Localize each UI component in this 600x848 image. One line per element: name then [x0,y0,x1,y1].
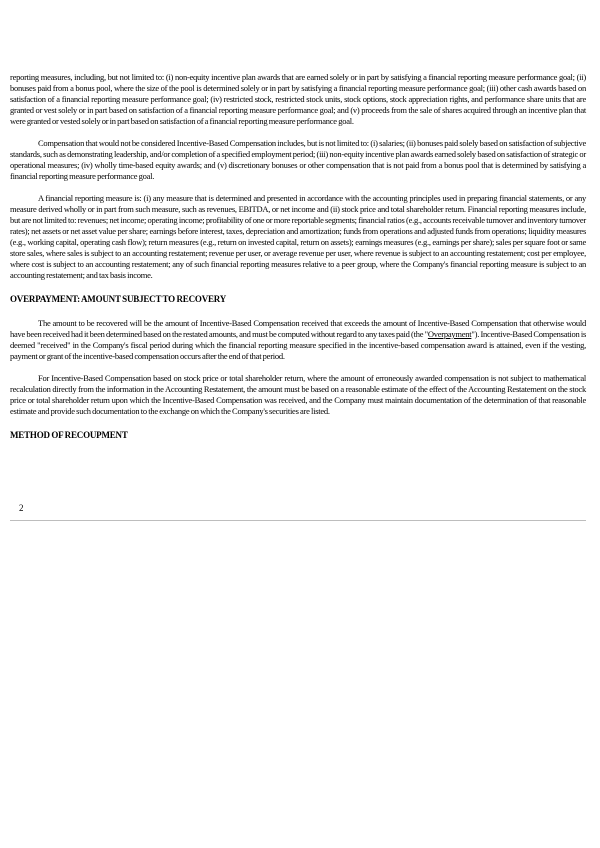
heading-recoupment: METHOD OF RECOUPMENT [10,430,128,440]
amount-recovered-text-end: "). Incentive-Based Compensation is deemed "received" in the Company's fiscal period during which the financial reporting measure specified in the incentive-based compensation award is attained, even if the vesting, payment or grant of the incentive-based compensation occurs after the end of that period. [10,329,587,361]
amount-recovered-text-start: The amount to be recovered will be the amount of Incentive-Based Compensation received that exceeds the amount of Incentive-Based Compensation that otherwise would have been received had it been determined based on the restated amounts, and must be computed without regard to any taxes paid (the " [10,318,586,339]
footer-divider [10,520,586,521]
paragraph-financial-reporting-measure: A financial reporting measure is: (i) any measure that is determined and presented in accordance with the accounting principles used in preparing financial statements, or any measure derived wholly or in part from such measure, such as revenues, EBITDA, or net income and (ii) stock price and total shareholder return. Financial reporting measures include, but are not limited to: revenues; net income; operating income; profitability of one or more reportable segments; financial ratios (e.g., accounts receivable turnover and inventory turnover rates); net assets or net asset value per share; earnings before interest, taxes, depreciation and amortization; funds from operations and adjusted funds from operations; liquidity measures (e.g., working capital, operating cash flow); return measures (e.g., return on invested capital, return on assets); earnings measures (e.g., earnings per share); sales per square foot or same store sales, where sales is subject to an accounting restatement; revenue per user, or average revenue per user, where revenue is subject to an accounting restatement; cost per employee, where cost is subject to an accounting restatement; any of such financial reporting measures relative to a peer group, where the Company's financial reporting measure is subject to an accounting restatement; and tax basis income. [10,193,586,280]
overpayment-term: Overpayment [427,329,472,339]
page-number: 2 [19,503,24,513]
document-page [10,72,586,441]
heading-overpayment: OVERPAYMENT: AMOUNT SUBJECT TO RECOVERY [10,294,227,304]
paragraph-amount-recovered [10,318,586,362]
paragraph-excluded-compensation: Compensation that would not be considered Incentive-Based Compensation includes, but is not limited to: (i) salaries; (ii) bonuses paid solely based on satisfaction of subjective standards, such as demonstrating leadership, and/or completion of a specified employment period; (iii) non-equity incentive plan awards earned solely based on satisfaction of strategic or operational measures; (iv) wholly time-based equity awards; and (v) discretionary bonuses or other compensation that is not paid from a bonus pool that is determined by satisfying a financial reporting measure performance goal. [10,138,586,181]
paragraph-stock-price-compensation: For Incentive-Based Compensation based on stock price or total shareholder return, where the amount of erroneously awarded compensation is not subject to mathematical recalculation directly from the information in the Accounting Restatement, the amount must be based on a reasonable estimate of the effect of the Accounting Restatement on the stock price or total shareholder return upon which the Incentive-Based Compensation was received, and the Company must maintain documentation of the determination of that reasonable estimate and provide such documentation to the exchange on which the Company's securities are listed. [10,373,586,416]
paragraph-incentive-examples: reporting measures, including, but not limited to: (i) non-equity incentive plan awards that are earned solely or in part by satisfying a financial reporting measure performance goal; (ii) bonuses paid from a bonus pool, where the size of the pool is determined solely or in part by satisfying a financial reporting measure performance goal; (iii) other cash awards based on satisfaction of a financial reporting measure performance goal; (iv) restricted stock, restricted stock units, stock options, stock appreciation rights, and performance share units that are granted or vest solely or in part based on satisfaction of a financial reporting measure performance goal; and (v) proceeds from the sale of shares acquired through an incentive plan that were granted or vested solely or in part based on satisfaction of a financial reporting measure performance goal. [10,72,586,126]
